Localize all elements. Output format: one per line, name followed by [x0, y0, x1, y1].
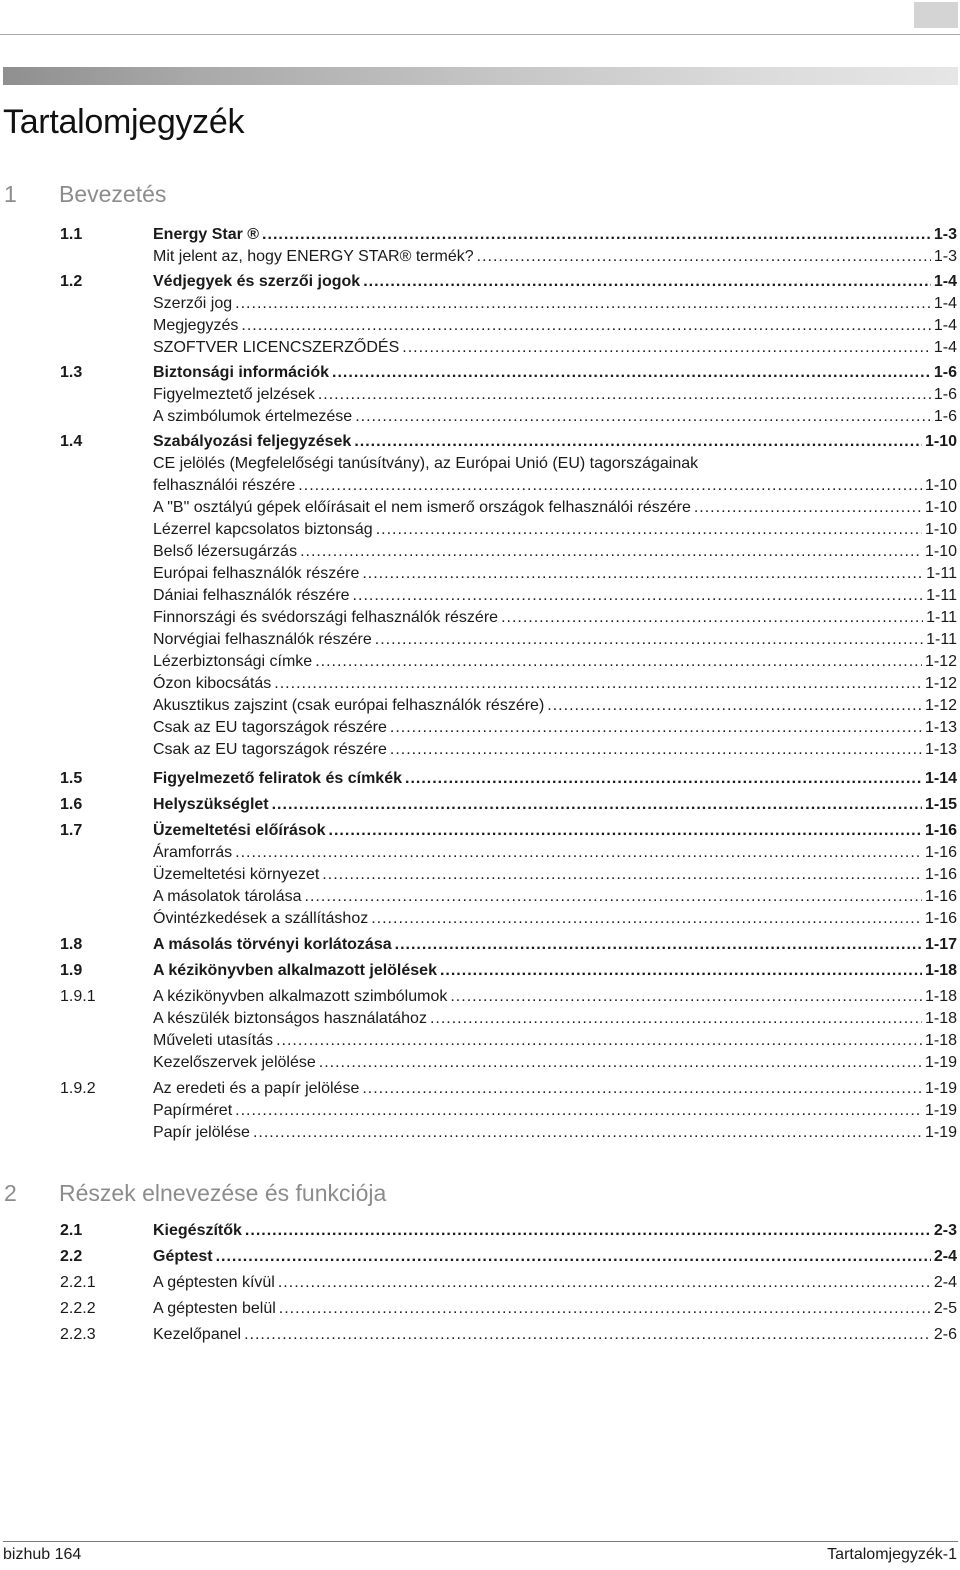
- dot-leader: [405, 768, 922, 790]
- toc-entry-line: [153, 739, 957, 761]
- chapter-number: 1: [4, 181, 17, 207]
- toc-entry[interactable]: [0, 934, 960, 956]
- toc-entry-line: [153, 934, 957, 956]
- toc-entry-line: [153, 651, 957, 673]
- toc-entry[interactable]: [0, 563, 960, 585]
- toc-entry-line: [153, 864, 957, 886]
- chapter-title: Bevezetés: [59, 181, 167, 207]
- dot-leader: [244, 1324, 931, 1346]
- toc-entry-page: 1-13: [924, 741, 957, 758]
- dot-leader: [390, 717, 922, 739]
- toc-entry-page: 1-4: [933, 339, 957, 356]
- toc-entry[interactable]: [0, 1008, 960, 1030]
- dot-leader: [279, 1298, 931, 1320]
- header-gradient-bar: [3, 67, 958, 85]
- toc-entry-line: [153, 293, 957, 315]
- toc-entry[interactable]: [0, 960, 960, 982]
- toc-entry-title: Védjegyek és szerzői jogok: [153, 273, 361, 290]
- toc-entry-page: 1-16: [924, 844, 957, 861]
- toc-entry-line: [153, 607, 957, 629]
- toc-entry-title: Csak az EU tagországok részére: [153, 719, 387, 736]
- dot-leader: [402, 337, 931, 359]
- dot-leader: [216, 1246, 931, 1268]
- dot-leader: [298, 475, 922, 497]
- toc-entry-line: [153, 1272, 957, 1294]
- toc-entry-title: Norvégiai felhasználók részére: [153, 631, 372, 648]
- toc-entry-number: 2.2: [60, 1248, 83, 1265]
- toc-entry-title: Üzemeltetési környezet: [153, 866, 320, 883]
- toc-entry-page: 1-4: [933, 273, 957, 290]
- toc-entry-line: [153, 886, 957, 908]
- toc-entry-page: 1-17: [924, 936, 957, 953]
- toc-entry-page: 2-4: [933, 1248, 957, 1265]
- toc-entry-number: 1.9.2: [60, 1080, 96, 1097]
- toc-entry-page: 1-12: [924, 653, 957, 670]
- toc-entry-line: [153, 1122, 957, 1144]
- toc-entry-title: Mit jelent az, hogy ENERGY STAR® termék?: [153, 248, 474, 265]
- toc-entry-page: 1-16: [924, 822, 957, 839]
- toc-entry-title: A készülék biztonságos használatához: [153, 1010, 427, 1027]
- toc-entry-title: Áramforrás: [153, 844, 233, 861]
- toc-entry-line: [153, 794, 957, 816]
- toc-entry-page: 1-11: [926, 609, 957, 626]
- toc-entry[interactable]: [0, 1078, 960, 1100]
- toc-entry[interactable]: [0, 607, 960, 629]
- toc-entry[interactable]: [0, 986, 960, 1008]
- toc-entry-title: Dániai felhasználók részére: [153, 587, 350, 604]
- toc-entry-title: SZOFTVER LICENCSZERZŐDÉS: [153, 339, 400, 356]
- toc-entry-line: [153, 717, 957, 739]
- toc-entry[interactable]: [0, 842, 960, 864]
- toc-entry-title: Műveleti utasítás: [153, 1032, 274, 1049]
- toc-entry[interactable]: [0, 246, 960, 268]
- toc-entry-page: 1-19: [924, 1054, 957, 1071]
- toc-entry[interactable]: [0, 1298, 960, 1320]
- toc-entry-page: 1-19: [924, 1102, 957, 1119]
- toc-entry[interactable]: [0, 1324, 960, 1346]
- chapter-title: Részek elnevezése és funkciója: [59, 1180, 387, 1206]
- toc-entry-title: Lézerrel kapcsolatos biztonság: [153, 521, 373, 538]
- dot-leader: [300, 541, 922, 563]
- dot-leader: [322, 864, 922, 886]
- dot-leader: [440, 960, 922, 982]
- toc-entry-line: [153, 431, 957, 453]
- toc-entry[interactable]: [0, 406, 960, 428]
- dot-leader: [362, 563, 923, 585]
- toc-entry-page: 1-3: [933, 248, 957, 265]
- toc-entry-page: 2-4: [933, 1274, 957, 1291]
- toc-entry-title: Papír jelölése: [153, 1124, 250, 1141]
- toc-entry-number: 2.2.2: [60, 1300, 96, 1317]
- toc-entry-title: A kézikönyvben alkalmazott szimbólumok: [153, 988, 448, 1005]
- toc-entry-line: [153, 406, 957, 428]
- dot-leader: [332, 362, 931, 384]
- toc-entry-title: Papírméret: [153, 1102, 233, 1119]
- toc-entry[interactable]: [0, 820, 960, 842]
- dot-leader: [547, 695, 922, 717]
- toc-entry-title: A kézikönyvben alkalmazott jelölések: [153, 962, 437, 979]
- toc-entry-page: 2-6: [933, 1326, 957, 1343]
- header-rule: [0, 34, 960, 35]
- toc-entry[interactable]: [0, 1030, 960, 1052]
- toc-entry[interactable]: [0, 431, 960, 453]
- toc-entry-line: [153, 1298, 957, 1320]
- toc-entry[interactable]: [0, 1246, 960, 1268]
- toc-entry-line: [153, 475, 957, 497]
- toc-entry-line: [153, 519, 957, 541]
- toc-entry-number: 1.7: [60, 822, 83, 839]
- toc-entry-page: 2-3: [933, 1222, 957, 1239]
- dot-leader: [235, 1100, 922, 1122]
- toc-entry-title: felhasználói részére: [153, 477, 296, 494]
- toc-entry-title: A "B" osztályú gépek előírásait el nem ismerő országok felhasználói részére: [153, 499, 691, 516]
- toc-entry-title: Kiegészítők: [153, 1222, 242, 1239]
- toc-entry[interactable]: [0, 739, 960, 761]
- toc-entry-line: [153, 541, 957, 563]
- dot-leader: [694, 497, 922, 519]
- dot-leader: [362, 1078, 922, 1100]
- toc-entry[interactable]: [0, 886, 960, 908]
- dot-leader: [272, 794, 922, 816]
- toc-entry[interactable]: [0, 497, 960, 519]
- dot-leader: [245, 1220, 931, 1242]
- dot-leader: [235, 842, 922, 864]
- toc-entry-title: Megjegyzés: [153, 317, 239, 334]
- toc-entry-title: Óvintézkedések a szállításhoz: [153, 910, 369, 927]
- toc-entry-line: [153, 453, 957, 475]
- toc-entry[interactable]: [0, 453, 960, 475]
- toc-entry-line: [153, 629, 957, 651]
- toc-entry[interactable]: [0, 673, 960, 695]
- toc-entry[interactable]: [0, 541, 960, 563]
- toc-entry-title: Szerzői jog: [153, 295, 233, 312]
- toc-entry-number: 1.4: [60, 433, 83, 450]
- dot-leader: [274, 673, 922, 695]
- dot-leader: [477, 246, 931, 268]
- toc-entry-line: [153, 315, 957, 337]
- toc-entry-line: [153, 337, 957, 359]
- toc-entry-title: Energy Star ®: [153, 226, 260, 243]
- toc-entry-title: Európai felhasználók részére: [153, 565, 360, 582]
- toc-entry-number: 1.9.1: [60, 988, 96, 1005]
- corner-tab-marker: [914, 2, 958, 28]
- toc-entry-number: 1.2: [60, 273, 83, 290]
- toc-entry-page: 1-10: [924, 433, 957, 450]
- toc-entry[interactable]: [0, 864, 960, 886]
- toc-entry[interactable]: [0, 717, 960, 739]
- toc-entry-page: 1-6: [933, 364, 957, 381]
- toc-entry[interactable]: [0, 1220, 960, 1242]
- toc-entry-page: 1-6: [933, 408, 957, 425]
- dot-leader: [235, 293, 931, 315]
- toc-entry[interactable]: [0, 1122, 960, 1144]
- toc-entry-line: [153, 563, 957, 585]
- toc-entry-number: 1.1: [60, 226, 83, 243]
- toc-entry-page: 1-11: [926, 631, 957, 648]
- chapter-heading: [4, 1180, 386, 1207]
- toc-entry-line: [153, 1052, 957, 1074]
- dot-leader: [501, 607, 923, 629]
- dot-leader: [450, 986, 922, 1008]
- toc-entry-title: Csak az EU tagországok részére: [153, 741, 387, 758]
- footer-product-name: bizhub 164: [3, 1546, 82, 1563]
- toc-entry-line: [153, 384, 957, 406]
- toc-entry-page: 1-19: [924, 1080, 957, 1097]
- toc-entry-page: 1-11: [926, 565, 957, 582]
- dot-leader: [353, 585, 924, 607]
- toc-entry[interactable]: [0, 585, 960, 607]
- toc-entry[interactable]: [0, 908, 960, 930]
- toc-entry-page: 1-12: [924, 675, 957, 692]
- toc-entry-page: 1-16: [924, 910, 957, 927]
- toc-entry-page: 2-5: [933, 1300, 957, 1317]
- chapter-number: 2: [4, 1180, 17, 1206]
- dot-leader: [262, 224, 931, 246]
- dot-leader: [375, 629, 923, 651]
- toc-entry-page: 1-4: [933, 317, 957, 334]
- toc-entry-title: Kezelőszervek jelölése: [153, 1054, 316, 1071]
- dot-leader: [318, 384, 931, 406]
- toc-entry-page: 1-18: [924, 988, 957, 1005]
- toc-entry-page: 1-14: [924, 770, 957, 787]
- toc-entry[interactable]: [0, 362, 960, 384]
- toc-entry[interactable]: [0, 384, 960, 406]
- toc-entry[interactable]: [0, 695, 960, 717]
- dot-leader: [276, 1030, 922, 1052]
- toc-entry-page: 1-19: [924, 1124, 957, 1141]
- toc-entry-title: A szimbólumok értelmezése: [153, 408, 353, 425]
- dot-leader: [390, 739, 922, 761]
- toc-entry-page: 1-18: [924, 1010, 957, 1027]
- toc-entry-page: 1-10: [924, 477, 957, 494]
- toc-entry-page: 1-15: [924, 796, 957, 813]
- toc-entry[interactable]: [0, 315, 960, 337]
- toc-entry-title: Üzemeltetési előírások: [153, 822, 326, 839]
- toc-entry-line: [153, 362, 957, 384]
- dot-leader: [278, 1272, 931, 1294]
- dot-leader: [371, 908, 922, 930]
- toc-entry-number: 1.6: [60, 796, 83, 813]
- toc-entry-page: 1-16: [924, 866, 957, 883]
- dot-leader: [363, 271, 931, 293]
- toc-entry-title: A géptesten kívül: [153, 1274, 275, 1291]
- toc-entry-title: Belső lézersugárzás: [153, 543, 298, 560]
- toc-entry-page: 1-18: [924, 1032, 957, 1049]
- toc-entry-line: [153, 271, 957, 293]
- dot-leader: [354, 431, 922, 453]
- toc-entry-title: Biztonsági információk: [153, 364, 330, 381]
- toc-entry-line: [153, 497, 957, 519]
- toc-entry[interactable]: [0, 271, 960, 293]
- toc-entry-line: [153, 842, 957, 864]
- toc-entry-title: Géptest: [153, 1248, 213, 1265]
- toc-entry[interactable]: [0, 1052, 960, 1074]
- toc-entry-title: A másolatok tárolása: [153, 888, 302, 905]
- dot-leader: [241, 315, 931, 337]
- toc-entry-title: Szabályozási feljegyzések: [153, 433, 352, 450]
- toc-entry-title: Akusztikus zajszint (csak európai felhasználók részére): [153, 697, 545, 714]
- toc-entry[interactable]: [0, 1272, 960, 1294]
- dot-leader: [430, 1008, 922, 1030]
- footer-page-label: Tartalomjegyzék-1: [827, 1546, 957, 1563]
- toc-entry-number: 2.1: [60, 1222, 83, 1239]
- toc-entry[interactable]: [0, 629, 960, 651]
- toc-entry[interactable]: [0, 519, 960, 541]
- toc-entry-page: 1-6: [933, 386, 957, 403]
- toc-entry-number: 1.8: [60, 936, 83, 953]
- toc-entry-page: 1-11: [926, 587, 957, 604]
- toc-entry-line: [153, 1246, 957, 1268]
- page-title: Tartalomjegyzék: [3, 103, 245, 141]
- toc-entry-title: CE jelölés (Megfelelőségi tanúsítvány), az Európai Unió (EU) tagországainak: [153, 455, 699, 472]
- toc-entry-title: A géptesten belül: [153, 1300, 276, 1317]
- toc-entry-title: Figyelmeztető jelzések: [153, 386, 315, 403]
- toc-entry-page: 1-12: [924, 697, 957, 714]
- toc-entry-page: 1-10: [924, 543, 957, 560]
- dot-leader: [253, 1122, 922, 1144]
- toc-entry-line: [153, 986, 957, 1008]
- dot-leader: [329, 820, 922, 842]
- toc-entry-line: [153, 1078, 957, 1100]
- toc-entry-title: Figyelmezető feliratok és címkék: [153, 770, 402, 787]
- toc-entry-line: [153, 908, 957, 930]
- toc-entry-title: Ózon kibocsátás: [153, 675, 272, 692]
- toc-entry-number: 1.3: [60, 364, 83, 381]
- toc-entry[interactable]: [0, 768, 960, 790]
- toc-entry[interactable]: [0, 224, 960, 246]
- toc-entry-page: 1-13: [924, 719, 957, 736]
- toc-entry-title: A másolás törvényi korlátozása: [153, 936, 392, 953]
- toc-entry[interactable]: [0, 337, 960, 359]
- dot-leader: [305, 886, 922, 908]
- toc-entry-number: 1.5: [60, 770, 83, 787]
- toc-entry-number: 2.2.3: [60, 1326, 96, 1343]
- toc-entry-line: [153, 768, 957, 790]
- toc-entry-line: [153, 1220, 957, 1242]
- toc-entry[interactable]: [0, 651, 960, 673]
- toc-entry-title: Az eredeti és a papír jelölése: [153, 1080, 360, 1097]
- toc-entry-line: [153, 1008, 957, 1030]
- dot-leader: [319, 1052, 922, 1074]
- toc-entry-title: Lézerbiztonsági címke: [153, 653, 313, 670]
- toc-entry-number: 2.2.1: [60, 1274, 96, 1291]
- footer-rule: [3, 1541, 958, 1542]
- dot-leader: [355, 406, 931, 428]
- toc-entry-line: [153, 1030, 957, 1052]
- dot-leader: [315, 651, 922, 673]
- toc-entry-line: [153, 585, 957, 607]
- toc-entry-number: 1.9: [60, 962, 83, 979]
- toc-entry[interactable]: [0, 1100, 960, 1122]
- toc-entry-line: [153, 820, 957, 842]
- toc-entry-page: 1-10: [924, 499, 957, 516]
- dot-leader: [376, 519, 922, 541]
- toc-entry-page: 1-16: [924, 888, 957, 905]
- toc-entry-page: 1-4: [933, 295, 957, 312]
- dot-leader: [395, 934, 922, 956]
- chapter-heading: [4, 181, 166, 208]
- toc-entry-line: [153, 695, 957, 717]
- toc-entry-title: Helyszükséglet: [153, 796, 269, 813]
- toc-entry-page: 1-10: [924, 521, 957, 538]
- toc-entry[interactable]: [0, 293, 960, 315]
- toc-entry-line: [153, 960, 957, 982]
- toc-entry-line: [153, 246, 957, 268]
- toc-entry-line: [153, 673, 957, 695]
- toc-entry-line: [153, 224, 957, 246]
- toc-entry-line: [153, 1324, 957, 1346]
- toc-entry-title: Finnországi és svédországi felhasználók részére: [153, 609, 499, 626]
- toc-entry-title: Kezelőpanel: [153, 1326, 242, 1343]
- toc-entry-line: [153, 1100, 957, 1122]
- toc-entry[interactable]: [0, 794, 960, 816]
- toc-entry-page: 1-18: [924, 962, 957, 979]
- toc-entry[interactable]: [0, 475, 960, 497]
- toc-entry-page: 1-3: [933, 226, 957, 243]
